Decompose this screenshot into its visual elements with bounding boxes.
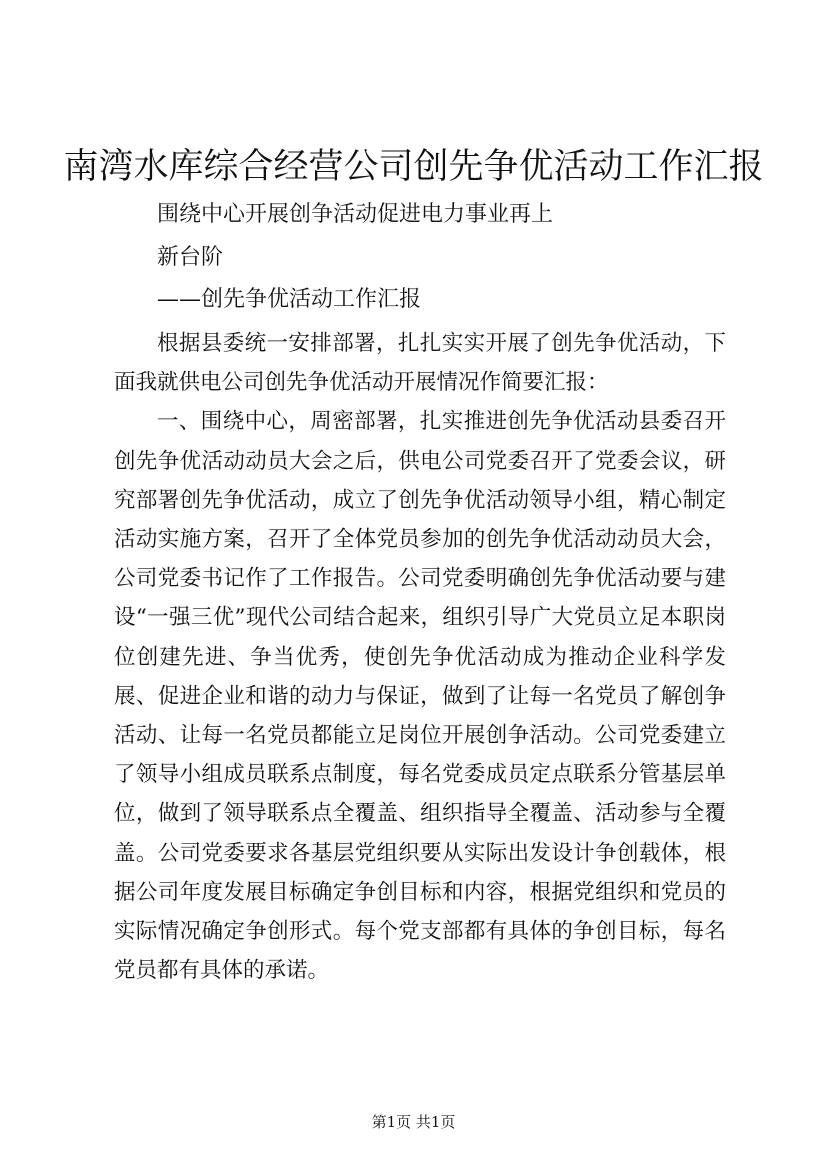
subtitle-line-1: 围绕中心开展创争活动促进电力事业再上 bbox=[157, 202, 554, 227]
page-footer: 第1页 共1页 bbox=[371, 1113, 456, 1131]
document-title: 南湾水库综合经营公司创先争优活动工作汇报 bbox=[63, 147, 764, 187]
body-text bbox=[114, 324, 726, 990]
paragraph-section-one: 一、围绕中心，周密部署，扎实推进创先争优活动县委召开创先争优活动动员大会之后，供电公司党委召开了党委会议，研究部署创先争优活动，成立了创先争优活动领导小组，精心制定活动实施方案，召开了全体党员参加的创先争优活动动员大会，公司党委书记作了工作报告。公司党委明确创先争优活动要与建设“一强三优”现代公司结合起来，组织引导广大党员立足本职岗位创建先进、争当优秀，使创先争优活动成为推动企业科学发展、促进企业和谐的动力与保证，做到了让每一名党员了解创争活动、让每一名党员都能立足岗位开展创争活动。公司党委建立了领导小组成员联系点制度，每名党委成员定点联系分管基层单位，做到了领导联系点全覆盖、组织指导全覆盖、活动参与全覆盖。公司党委要求各基层党组织要从实际出发设计争创载体，根据公司年度发展目标确定争创目标和内容，根据党组织和党员的实际情况确定争创形式。每个党支部都有具体的争创目标，每名党员都有具体的承诺。 bbox=[114, 409, 726, 984]
subtitle-line-2: 新台阶 bbox=[157, 245, 224, 270]
subtitle-line-3: ——创先争优活动工作汇报 bbox=[157, 287, 422, 312]
paragraph-intro: 根据县委统一安排部署，扎扎实实开展了创先争优活动，下面我就供电公司创先争优活动开展情况作简要汇报： bbox=[114, 331, 726, 396]
